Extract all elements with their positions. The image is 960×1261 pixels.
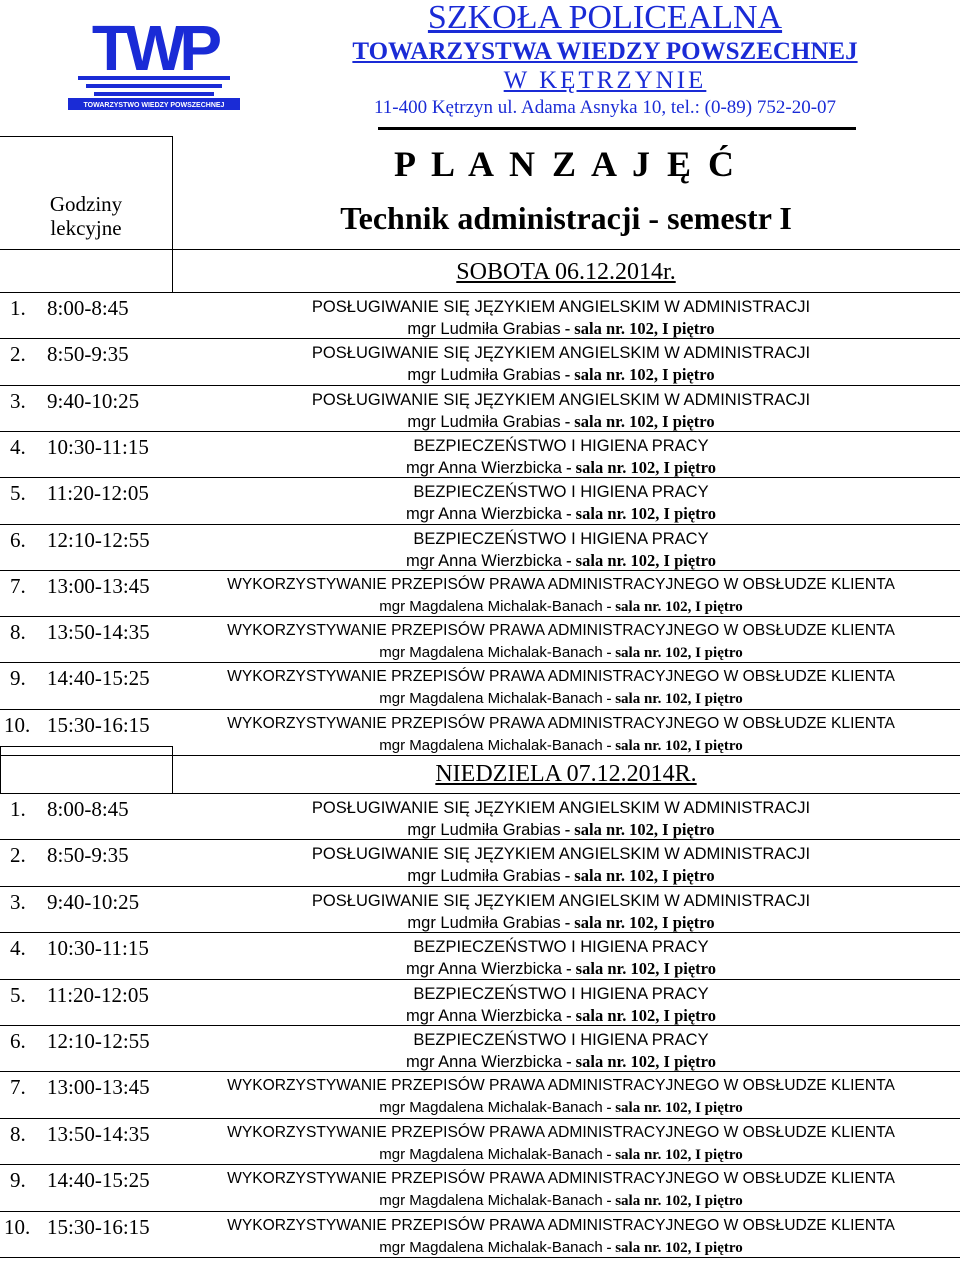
lesson-number: 10.	[4, 713, 31, 737]
row-divider	[0, 1211, 960, 1212]
lesson-number: 2.	[10, 843, 26, 867]
lesson-teacher-room	[176, 458, 946, 478]
lesson-time: 8:00-8:45	[47, 296, 129, 320]
twp-logo	[68, 4, 240, 112]
room-info: - sala nr. 102, I piętro	[566, 959, 716, 978]
table-row	[0, 713, 960, 759]
lesson-number: 6.	[10, 528, 26, 552]
lesson-teacher-room	[176, 736, 946, 756]
lesson-subject: WYKORZYSTYWANIE PRZEPISÓW PRAWA ADMINISTRACYJNEGO W OBSŁUDZE KLIENTA	[227, 1124, 895, 1141]
row-divider	[0, 839, 960, 840]
lesson-subject: POSŁUGIWANIE SIĘ JĘZYKIEM ANGIELSKIM W ADMINISTRACJI	[311, 298, 811, 316]
lesson-time: 12:10-12:55	[47, 1029, 150, 1053]
lesson-subject: POSŁUGIWANIE SIĘ JĘZYKIEM ANGIELSKIM W ADMINISTRACJI	[311, 344, 811, 362]
lesson-subject: BEZPIECZEŃSTWO I HIGIENA PRACY	[413, 483, 709, 501]
room-info: - sala nr. 102, I piętro	[564, 913, 715, 932]
lesson-time: 13:00-13:45	[47, 574, 150, 598]
lesson-number: 7.	[10, 1075, 26, 1099]
lesson-teacher-room	[176, 643, 946, 663]
day-header: NIEDZIELA 07.12.2014R.	[435, 761, 697, 787]
lesson-time: 11:20-12:05	[47, 983, 149, 1007]
row-divider	[0, 932, 960, 933]
table-row	[0, 296, 960, 342]
table-row	[0, 1075, 960, 1121]
lesson-subject: BEZPIECZEŃSTWO I HIGIENA PRACY	[413, 530, 709, 548]
lesson-teacher-room	[176, 689, 946, 709]
lesson-subject: POSŁUGIWANIE SIĘ JĘZYKIEM ANGIELSKIM W ADMINISTRACJI	[311, 845, 811, 863]
table-row	[0, 983, 960, 1029]
table-row	[0, 1029, 960, 1075]
lesson-number: 3.	[10, 890, 26, 914]
teacher-name: mgr Anna Wierzbicka	[406, 459, 562, 477]
table-row	[0, 1122, 960, 1168]
hours-label-line1: Godziny	[49, 192, 123, 216]
lesson-subject: BEZPIECZEŃSTWO I HIGIENA PRACY	[413, 437, 709, 455]
table-row	[0, 481, 960, 527]
teacher-name: mgr Magdalena Michalak-Banach	[379, 598, 603, 615]
teacher-name: mgr Magdalena Michalak-Banach	[379, 737, 603, 754]
lesson-number: 9.	[10, 666, 26, 690]
lesson-subject: BEZPIECZEŃSTWO I HIGIENA PRACY	[413, 1031, 709, 1049]
room-info: - sala nr. 102, I piętro	[564, 319, 715, 338]
lesson-number: 3.	[10, 389, 26, 413]
lesson-time: 13:00-13:45	[47, 1075, 150, 1099]
lesson-teacher-room	[176, 1052, 946, 1072]
lesson-subject: POSŁUGIWANIE SIĘ JĘZYKIEM ANGIELSKIM W ADMINISTRACJI	[311, 892, 811, 910]
lesson-time: 10:30-11:15	[47, 936, 149, 960]
lesson-teacher-room	[176, 319, 946, 339]
room-info: - sala nr. 102, I piętro	[606, 1147, 743, 1163]
lesson-subject: WYKORZYSTYWANIE PRZEPISÓW PRAWA ADMINISTRACYJNEGO W OBSŁUDZE KLIENTA	[227, 715, 895, 732]
lesson-number: 5.	[10, 481, 26, 505]
lesson-teacher-room	[176, 1098, 946, 1118]
room-info: - sala nr. 102, I piętro	[606, 599, 743, 615]
lesson-teacher-room	[176, 1238, 946, 1258]
teacher-name: mgr Magdalena Michalak-Banach	[379, 1146, 603, 1163]
hours-column-header	[0, 192, 172, 240]
lesson-time: 12:10-12:55	[47, 528, 150, 552]
row-divider	[0, 662, 960, 663]
table-border	[0, 249, 960, 250]
row-divider	[0, 793, 960, 794]
lesson-teacher-room	[176, 365, 946, 385]
lesson-teacher-room	[176, 820, 946, 840]
lesson-time: 8:50-9:35	[47, 342, 129, 366]
row-divider	[0, 431, 960, 432]
table-row	[0, 843, 960, 889]
teacher-name: mgr Anna Wierzbicka	[406, 552, 562, 570]
table-row	[0, 666, 960, 712]
row-divider	[0, 886, 960, 887]
lesson-teacher-room	[176, 551, 946, 571]
table-row	[0, 620, 960, 666]
lesson-time: 14:40-15:25	[47, 666, 150, 690]
lesson-subject: POSŁUGIWANIE SIĘ JĘZYKIEM ANGIELSKIM W ADMINISTRACJI	[311, 799, 811, 817]
lesson-teacher-room	[176, 412, 946, 432]
lesson-time: 13:50-14:35	[47, 1122, 150, 1146]
lesson-number: 8.	[10, 620, 26, 644]
table-row	[0, 528, 960, 574]
lesson-teacher-room	[176, 597, 946, 617]
table-row	[0, 1215, 960, 1261]
lesson-teacher-room	[176, 866, 946, 886]
teacher-name: mgr Magdalena Michalak-Banach	[379, 1192, 603, 1209]
room-info: - sala nr. 102, I piętro	[606, 1193, 743, 1209]
svg-text:TWP: TWP	[91, 12, 217, 84]
hours-label-line2: lekcyjne	[50, 216, 122, 240]
row-divider	[0, 1118, 960, 1119]
svg-text:TOWARZYSTWO WIEDZY POWSZECHNEJ: TOWARZYSTWO WIEDZY POWSZECHNEJ	[83, 102, 225, 109]
row-divider	[0, 979, 960, 980]
teacher-name: mgr Ludmiła Grabias	[407, 320, 561, 338]
teacher-name: mgr Ludmiła Grabias	[407, 867, 561, 885]
table-border	[0, 136, 172, 137]
lesson-time: 8:00-8:45	[47, 797, 129, 821]
row-divider	[0, 616, 960, 617]
lesson-subject: WYKORZYSTYWANIE PRZEPISÓW PRAWA ADMINISTRACYJNEGO W OBSŁUDZE KLIENTA	[227, 622, 895, 639]
row-divider	[0, 709, 960, 710]
row-divider	[0, 292, 960, 293]
table-row	[0, 890, 960, 936]
teacher-name: mgr Magdalena Michalak-Banach	[379, 1239, 603, 1256]
teacher-name: mgr Magdalena Michalak-Banach	[379, 644, 603, 661]
lesson-time: 15:30-16:15	[47, 713, 150, 737]
row-divider	[0, 1025, 960, 1026]
table-border	[0, 746, 172, 747]
lesson-teacher-room	[176, 1006, 946, 1026]
room-info: - sala nr. 102, I piętro	[564, 365, 715, 384]
row-divider	[0, 1257, 960, 1258]
school-society: TOWARZYSTWA WIEDZY POWSZECHNEJ	[352, 38, 858, 65]
lesson-time: 8:50-9:35	[47, 843, 129, 867]
lesson-number: 1.	[10, 797, 26, 821]
lesson-time: 9:40-10:25	[47, 890, 140, 914]
school-address: 11-400 Kętrzyn ul. Adama Asnyka 10, tel.: (0-89) 752-20-07	[373, 97, 837, 118]
room-info: - sala nr. 102, I piętro	[564, 866, 715, 885]
room-info: - sala nr. 102, I piętro	[566, 551, 716, 570]
day-header: SOBOTA 06.12.2014r.	[456, 259, 676, 285]
table-row	[0, 797, 960, 843]
teacher-name: mgr Ludmiła Grabias	[407, 413, 561, 431]
row-divider	[0, 385, 960, 386]
lesson-subject: BEZPIECZEŃSTWO I HIGIENA PRACY	[413, 938, 709, 956]
lesson-number: 8.	[10, 1122, 26, 1146]
lesson-time: 14:40-15:25	[47, 1168, 150, 1192]
teacher-name: mgr Ludmiła Grabias	[407, 821, 561, 839]
teacher-name: mgr Ludmiła Grabias	[407, 914, 561, 932]
room-info: - sala nr. 102, I piętro	[564, 820, 715, 839]
room-info: - sala nr. 102, I piętro	[606, 1240, 743, 1256]
lesson-subject: WYKORZYSTYWANIE PRZEPISÓW PRAWA ADMINISTRACYJNEGO W OBSŁUDZE KLIENTA	[227, 1077, 895, 1094]
table-border	[0, 746, 1, 793]
lesson-teacher-room	[176, 504, 946, 524]
row-divider	[0, 570, 960, 571]
header-divider	[378, 127, 856, 130]
lesson-teacher-room	[176, 913, 946, 933]
school-city: W KĘTRZYNIE	[503, 67, 707, 94]
row-divider	[0, 338, 960, 339]
room-info: - sala nr. 102, I piętro	[606, 691, 743, 707]
lesson-subject: WYKORZYSTYWANIE PRZEPISÓW PRAWA ADMINISTRACYJNEGO W OBSŁUDZE KLIENTA	[227, 576, 895, 593]
lesson-subject: BEZPIECZEŃSTWO I HIGIENA PRACY	[413, 985, 709, 1003]
teacher-name: mgr Magdalena Michalak-Banach	[379, 1099, 603, 1116]
table-row	[0, 574, 960, 620]
school-name: SZKOŁA POLICEALNA	[427, 0, 783, 36]
page-title: P L A N Z A J Ę Ć	[393, 144, 739, 184]
room-info: - sala nr. 102, I piętro	[564, 412, 715, 431]
row-divider	[0, 524, 960, 525]
lesson-number: 10.	[4, 1215, 31, 1239]
room-info: - sala nr. 102, I piętro	[566, 458, 716, 477]
row-divider	[0, 1164, 960, 1165]
lesson-number: 7.	[10, 574, 26, 598]
lesson-subject: WYKORZYSTYWANIE PRZEPISÓW PRAWA ADMINISTRACYJNEGO W OBSŁUDZE KLIENTA	[227, 1217, 895, 1234]
table-row	[0, 342, 960, 388]
room-info: - sala nr. 102, I piętro	[606, 738, 743, 754]
teacher-name: mgr Anna Wierzbicka	[406, 1053, 562, 1071]
lesson-number: 9.	[10, 1168, 26, 1192]
teacher-name: mgr Anna Wierzbicka	[406, 1007, 562, 1025]
lesson-time: 13:50-14:35	[47, 620, 150, 644]
room-info: - sala nr. 102, I piętro	[606, 1100, 743, 1116]
lesson-teacher-room	[176, 1191, 946, 1211]
room-info: - sala nr. 102, I piętro	[566, 1006, 716, 1025]
specialization-title: Technik administracji - semestr I	[340, 200, 792, 236]
teacher-name: mgr Ludmiła Grabias	[407, 366, 561, 384]
lesson-teacher-room	[176, 959, 946, 979]
lesson-subject: POSŁUGIWANIE SIĘ JĘZYKIEM ANGIELSKIM W ADMINISTRACJI	[311, 391, 811, 409]
teacher-name: mgr Anna Wierzbicka	[406, 960, 562, 978]
table-row	[0, 1168, 960, 1214]
lesson-number: 6.	[10, 1029, 26, 1053]
table-row	[0, 435, 960, 481]
lesson-subject: WYKORZYSTYWANIE PRZEPISÓW PRAWA ADMINISTRACYJNEGO W OBSŁUDZE KLIENTA	[227, 1170, 895, 1187]
lesson-time: 10:30-11:15	[47, 435, 149, 459]
row-divider	[0, 755, 960, 756]
lesson-time: 15:30-16:15	[47, 1215, 150, 1239]
room-info: - sala nr. 102, I piętro	[566, 504, 716, 523]
teacher-name: mgr Anna Wierzbicka	[406, 505, 562, 523]
lesson-subject: WYKORZYSTYWANIE PRZEPISÓW PRAWA ADMINISTRACYJNEGO W OBSŁUDZE KLIENTA	[227, 668, 895, 685]
table-row	[0, 389, 960, 435]
lesson-number: 1.	[10, 296, 26, 320]
lesson-time: 9:40-10:25	[47, 389, 140, 413]
room-info: - sala nr. 102, I piętro	[606, 645, 743, 661]
lesson-number: 5.	[10, 983, 26, 1007]
room-info: - sala nr. 102, I piętro	[566, 1052, 716, 1071]
teacher-name: mgr Magdalena Michalak-Banach	[379, 690, 603, 707]
lesson-number: 4.	[10, 936, 26, 960]
row-divider	[0, 477, 960, 478]
lesson-time: 11:20-12:05	[47, 481, 149, 505]
table-row	[0, 936, 960, 982]
lesson-number: 4.	[10, 435, 26, 459]
row-divider	[0, 1071, 960, 1072]
lesson-number: 2.	[10, 342, 26, 366]
lesson-teacher-room	[176, 1145, 946, 1165]
